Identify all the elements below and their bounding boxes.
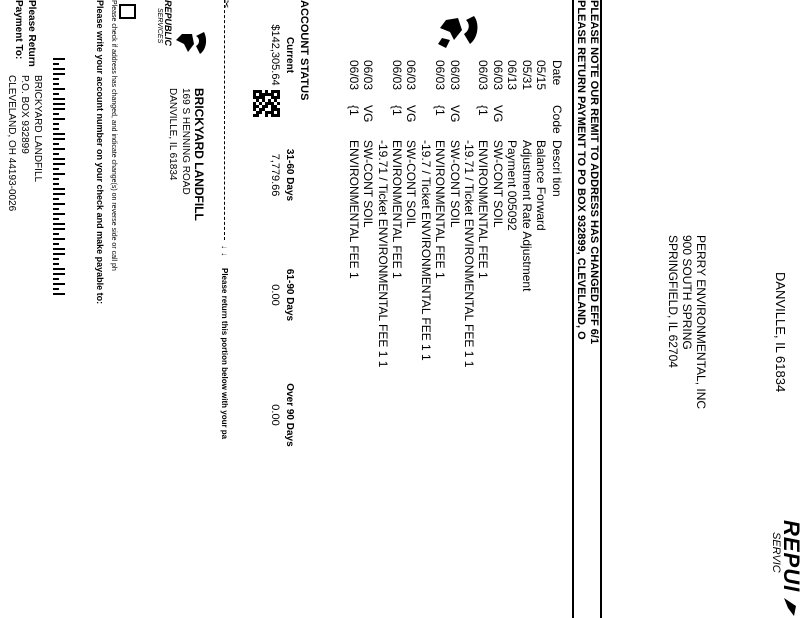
table-row bbox=[474, 0, 490, 618]
customer-address-2: SPRINGFIELD, IL 62704 bbox=[666, 235, 680, 368]
table-row bbox=[417, 0, 433, 618]
row-date: 06/13 bbox=[505, 60, 520, 91]
table-row bbox=[374, 0, 390, 618]
remit-to-address-1: P.O. BOX 932899 bbox=[19, 75, 30, 154]
account-status-current-label: Current bbox=[284, 36, 295, 74]
remit-to-label-line-2: Payment To: bbox=[13, 0, 24, 60]
account-status-current-value: $142,305.64 bbox=[269, 24, 281, 86]
scissors-icon: ✂ bbox=[220, 0, 231, 9]
table-row bbox=[532, 0, 548, 618]
table-row bbox=[460, 0, 476, 618]
row-date: 06/03 bbox=[346, 60, 361, 91]
row-description: ENVIRONMENTAL FEE 1 bbox=[346, 140, 361, 279]
header-logo-text: REPUI bbox=[779, 520, 804, 593]
cut-line-left bbox=[224, 0, 225, 240]
table-row bbox=[518, 0, 534, 618]
postal-barcode bbox=[53, 58, 65, 298]
notice-rule-bottom bbox=[572, 0, 574, 618]
customer-name: PERRY ENVIRONMENTAL, INC bbox=[694, 235, 708, 410]
row-code: VG bbox=[404, 105, 419, 123]
table-row bbox=[345, 0, 361, 618]
row-date: 06/03 bbox=[447, 60, 462, 91]
header-logo-tagline: SERVIC bbox=[770, 532, 782, 573]
header-logo-icon bbox=[782, 596, 798, 618]
account-status-over-90-label: Over 90 Days bbox=[284, 383, 295, 447]
notice-rule-top bbox=[600, 0, 602, 618]
row-description: -19.71 / Ticket ENVIRONMENTAL FEE 1 1 bbox=[462, 140, 476, 368]
table-row bbox=[431, 0, 447, 618]
row-description: Adjustment Rate Adjustment bbox=[519, 140, 534, 292]
row-description: -19.71 / Ticket ENVIRONMENTAL FEE 1 1 bbox=[375, 140, 390, 368]
row-code: {1 bbox=[433, 105, 448, 116]
row-description: SW-CONT SOIL bbox=[404, 140, 419, 228]
remit-logo-subtext: SERVICES bbox=[156, 8, 163, 44]
row-description: ENVIRONMENTAL FEE 1 bbox=[390, 140, 404, 279]
row-description: ENVIRONMENTAL FEE 1 bbox=[433, 140, 448, 279]
address-change-instruction: Please check if address has changed, and indicate change(s) on reverse side or call ph bbox=[110, 0, 117, 271]
row-code: {1 bbox=[346, 105, 361, 116]
table-row bbox=[359, 0, 375, 618]
cut-line-text: Please return this portion below with your pa bbox=[220, 268, 229, 440]
row-code: VG bbox=[490, 105, 505, 123]
row-date: 06/03 bbox=[476, 60, 491, 91]
remit-from-name: BRICKYARD LANDFILL bbox=[192, 88, 206, 221]
column-header-description: Descri tion bbox=[550, 140, 564, 197]
row-description: -19.7 / Ticket ENVIRONMENTAL FEE 1 1 bbox=[418, 140, 433, 361]
table-row bbox=[446, 0, 462, 618]
notice-line-2: PLEASE RETURN PAYMENT TO PO BOX 932899, CLEVELAND, O bbox=[575, 0, 587, 340]
table-row bbox=[388, 0, 404, 618]
row-description: SW-CONT SOIL bbox=[361, 140, 376, 228]
table-row bbox=[503, 0, 519, 618]
write-account-instruction: Please write your account number on your check and make payable to: bbox=[95, 0, 105, 305]
row-date: 06/03 bbox=[390, 60, 404, 91]
account-status-over-90-value: 0.00 bbox=[269, 404, 281, 426]
row-description: Balance Forward bbox=[534, 140, 548, 231]
row-description: ENVIRONMENTAL FEE 1 bbox=[476, 140, 491, 279]
table-row bbox=[489, 0, 505, 618]
remit-logo-text: REPUBLIC bbox=[163, 0, 173, 47]
row-code: VG bbox=[361, 105, 376, 123]
row-code: {1 bbox=[476, 105, 491, 116]
row-date: 06/03 bbox=[361, 60, 376, 91]
notice-line-1: PLEASE NOTE OUR REMIT TO ADDRESS HAS CHANGED EFF 6/1 bbox=[588, 0, 600, 345]
account-status-title: ACCOUNT STATUS bbox=[298, 0, 310, 101]
row-description: Payment 005092 bbox=[505, 140, 520, 231]
row-description: SW-CONT SOIL bbox=[447, 140, 462, 228]
row-code: VG bbox=[447, 105, 462, 123]
account-status-31-60-value: 7,779.66 bbox=[269, 153, 281, 197]
row-description: SW-CONT SOIL bbox=[490, 140, 505, 228]
remit-to-address-2: CLEVELAND, OH 44193-0026 bbox=[6, 75, 17, 212]
account-status-31-60-label: 31-60 Days bbox=[284, 148, 295, 202]
address-change-checkbox[interactable] bbox=[119, 4, 136, 19]
row-date: 05/31 bbox=[519, 60, 534, 91]
remit-logo-icon bbox=[174, 28, 208, 58]
row-date: 05/15 bbox=[534, 60, 548, 91]
customer-address-1: 900 SOUTH SPRING bbox=[680, 235, 694, 350]
cut-line-arrows: ↓ ↓ bbox=[220, 245, 229, 257]
header-city-line: DANVILLE, IL 61834 bbox=[773, 272, 788, 393]
row-code: {1 bbox=[390, 105, 404, 116]
table-row bbox=[402, 0, 418, 618]
row-date: 06/03 bbox=[404, 60, 419, 91]
remit-to-name: BRICKYARD LANDFILL bbox=[32, 75, 43, 183]
remit-to-label-line-1: Please Return bbox=[26, 0, 37, 67]
row-date: 06/03 bbox=[433, 60, 448, 91]
account-status-61-90-label: 61-90 Days bbox=[284, 268, 295, 322]
account-status-61-90-value: 0.00 bbox=[269, 284, 281, 306]
row-date: 06/03 bbox=[490, 60, 505, 91]
remit-from-address-2: DANVILLE, IL 61834 bbox=[167, 88, 178, 181]
column-header-code: Code bbox=[550, 105, 564, 134]
remit-from-address-1: 169 S HENNING ROAD bbox=[180, 88, 191, 195]
column-header-date: Date bbox=[550, 60, 564, 86]
